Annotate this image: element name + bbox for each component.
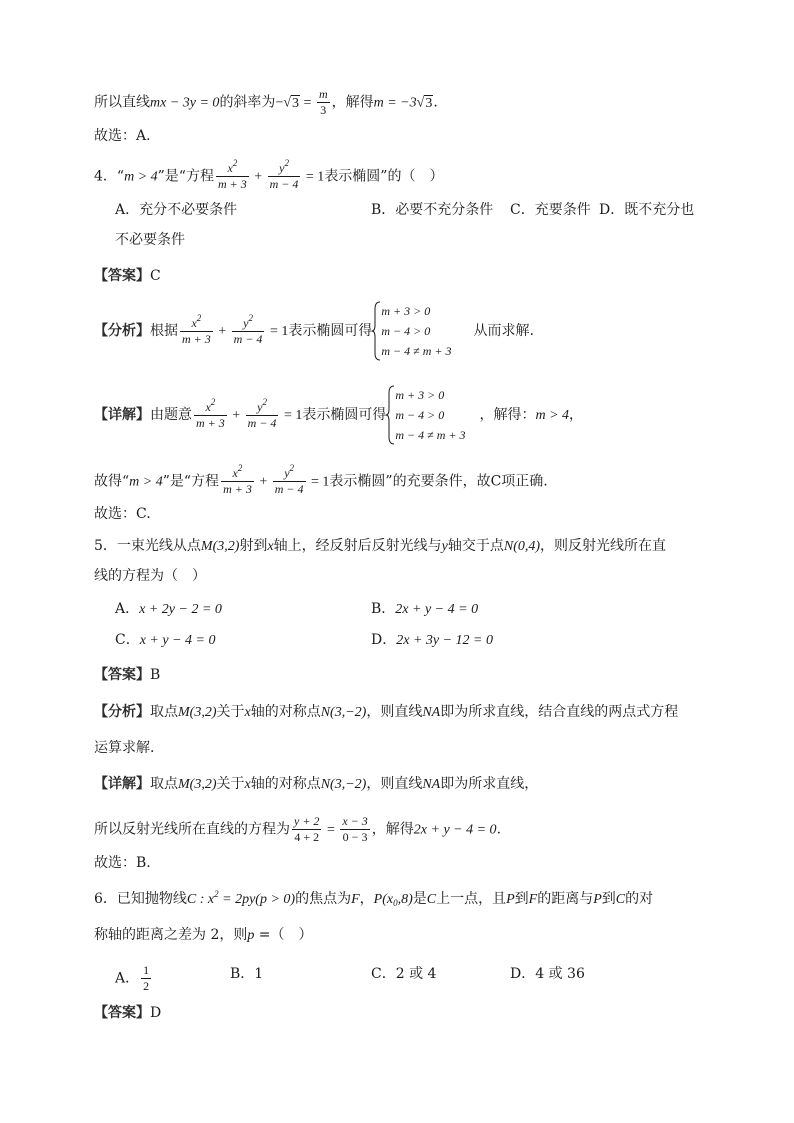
answer-tag: 【答案】 (94, 268, 150, 284)
text: 故得“ (94, 473, 130, 490)
option-a: A． $\frac{1}{2}$ (115, 963, 150, 993)
analysis-tag: 【分析】 (94, 323, 150, 339)
math: C : $x^2 = 2py(p > 0)$ (186, 889, 296, 907)
text: ”是“方程 (157, 168, 214, 185)
analysis-line (94, 702, 678, 723)
answer-line (94, 1003, 161, 1023)
answer-line (94, 665, 160, 685)
math: x (244, 777, 251, 792)
answer-value: B (150, 667, 161, 683)
fraction: $\frac{1}{2}$ (143, 963, 150, 993)
equation-system: m + 3 > 0 m − 4 > 0 m − 4 ≠ m + 3 (386, 385, 465, 445)
detail-tag: 【详解】 (94, 407, 150, 423)
math: + (214, 324, 230, 339)
fraction: $\frac{x^2}{m + 3}$ (217, 158, 247, 191)
analysis-line (94, 301, 534, 361)
answer-value: D (150, 1005, 162, 1021)
math: M(3,2) (178, 705, 217, 720)
text: 根据 (150, 323, 178, 339)
answer-line (94, 266, 161, 286)
fraction: $\frac{x^2}{m + 3}$ (196, 396, 225, 430)
option-d: D．4 或 36 (510, 966, 585, 982)
text: 是 (412, 891, 427, 907)
math: m > 4 (124, 169, 158, 185)
math: NA (422, 777, 441, 792)
text: 关于 (216, 704, 245, 720)
math: P (506, 892, 515, 907)
text: 关于 (216, 776, 245, 792)
text: 5．一束光线从点 (94, 538, 201, 554)
detail-line (94, 385, 583, 445)
analysis-line-cont: 运算求解. (94, 740, 155, 756)
math: + (228, 408, 244, 423)
math: p (247, 928, 255, 943)
option-d: D．2x + 3y − 12 = 0 (371, 632, 494, 648)
math: 3 (425, 95, 433, 111)
math: F (351, 892, 360, 907)
text: 取点 (150, 704, 178, 720)
fraction: $\frac{x^2}{m + 3}$ (223, 463, 252, 496)
math: x (267, 539, 274, 554)
text: ”是“方程 (162, 473, 220, 490)
text: 表示椭圆”的充要条件，故C项正确. (329, 473, 548, 490)
option-d: D．既不充分也 (599, 202, 695, 218)
text: 表示椭圆可得 (288, 323, 373, 339)
text: 的焦点为 (295, 891, 352, 907)
choice-line: 故选：C. (94, 506, 151, 522)
question-stem (94, 889, 653, 910)
math: m > 4 (535, 408, 570, 423)
math: C (615, 892, 626, 907)
math: C (426, 892, 437, 907)
option-c: C．2 或 4 (371, 966, 437, 982)
answer-value: C (150, 268, 161, 284)
math: = 1 (307, 474, 330, 490)
analysis-tag: 【分析】 (94, 704, 150, 720)
text: 4．“ (94, 168, 125, 185)
text: ，则反射光线所在直 (540, 538, 667, 554)
text: 到 (601, 891, 616, 907)
option-a: A．充分不必要条件 (115, 202, 238, 218)
answer-tag: 【答案】 (94, 1005, 150, 1021)
option-a: A．x + 2y − 2 = 0 (115, 601, 222, 617)
option-c: C．x + y − 4 = 0 (115, 632, 216, 648)
fraction: $\frac{y^2}{m - 4}$ (269, 158, 299, 191)
fraction: $\frac{y + 2}{4 + 2}$ (294, 814, 320, 844)
sqrt-symbol: √ (283, 95, 292, 111)
detail-line-cont (94, 814, 501, 845)
math: = 1 (266, 324, 289, 339)
math: P (593, 892, 602, 907)
fraction: $\frac{x - 3}{0 - 3}$ (342, 814, 368, 844)
math: NA (422, 705, 441, 720)
question-stem-cont (94, 925, 313, 946)
choice-line: 故选：B. (94, 855, 151, 871)
math: − (275, 95, 284, 111)
text: 射到 (239, 538, 268, 554)
text: 即为所求直线， (440, 776, 539, 792)
question-stem (94, 158, 444, 192)
question-stem (94, 536, 666, 557)
text: . (433, 94, 438, 111)
math: m > 4 (129, 474, 163, 490)
text: 轴的对称点 (250, 704, 321, 720)
text: 表示椭圆”的（ ） (324, 168, 444, 185)
text: 所以反射光线所在直线的方程为 (94, 821, 290, 838)
text: 所以直线 (94, 94, 150, 111)
fraction: $\frac{x^2}{m + 3}$ (182, 312, 211, 346)
math: + (255, 474, 271, 490)
math: 3 (292, 95, 300, 111)
math: = (300, 95, 315, 111)
text: 轴的对称点 (250, 776, 321, 792)
fraction: $\frac{m}{3}$ (318, 87, 328, 117)
text: 6．已知抛物线 (94, 891, 187, 907)
option-c: C．充要条件 (510, 202, 591, 218)
math: = 1 (302, 169, 325, 185)
math: M(3,2) (200, 539, 240, 554)
text: 到 (514, 891, 529, 907)
fraction: $\frac{y^2}{m - 4}$ (247, 396, 277, 430)
text: 的距离与 (537, 891, 594, 907)
text: 即为所求直线，结合直线的两点式方程 (440, 704, 679, 720)
text: 轴上，经反射后反射光线与 (273, 538, 442, 554)
option-b: B．必要不充分条件 (371, 202, 494, 218)
text: 称轴的距离之差为 2，则 (94, 927, 248, 943)
fraction: $\frac{y^2}{m - 4}$ (274, 463, 304, 496)
text: 表示椭圆可得 (302, 407, 387, 423)
choice-line: 故选：A. (94, 128, 151, 144)
detail-line (94, 774, 538, 795)
text: ，则直线 (366, 776, 423, 792)
solution-line (94, 87, 438, 118)
text: 由题意 (150, 407, 192, 423)
text: 的对 (625, 891, 654, 907)
math: 2x + y − 4 = 0 (413, 822, 497, 838)
math: M(3,2) (178, 777, 217, 792)
text: ， (359, 891, 374, 907)
option-b: B．1 (230, 966, 264, 982)
detail-tag: 【详解】 (94, 776, 150, 792)
math: = (323, 822, 339, 838)
text: =（ ） (254, 927, 313, 943)
math: x (244, 705, 251, 720)
text: ，则直线 (366, 704, 423, 720)
text: ， (569, 407, 584, 423)
text: 的斜率为 (219, 94, 276, 111)
text: 取点 (150, 776, 178, 792)
option-b: B．2x + y − 4 = 0 (371, 601, 479, 617)
text: 轴交于点 (447, 538, 504, 554)
math: mx − 3y = 0 (150, 95, 220, 111)
text: ，解得： (479, 407, 536, 423)
option-d-cont: 不必要条件 (115, 232, 185, 248)
question-stem-cont: 线的方程为（ ） (94, 568, 206, 584)
math: $P(x_0,8)$ (373, 892, 413, 908)
fraction: $\frac{y^2}{m - 4}$ (233, 312, 263, 346)
answer-tag: 【答案】 (94, 667, 150, 683)
math: m = −3 (373, 95, 417, 111)
equation-system: m + 3 > 0 m − 4 > 0 m − 4 ≠ m + 3 (372, 301, 451, 361)
text: 从而求解. (473, 323, 534, 339)
text: . (496, 821, 502, 838)
math: F (528, 892, 538, 907)
math: + (250, 169, 266, 185)
math: N(0,4) (503, 539, 541, 554)
sqrt-symbol: √ (416, 95, 425, 111)
conclusion-line (94, 463, 548, 497)
math: = 1 (280, 408, 303, 423)
math: y (441, 539, 448, 554)
text: 上一点，且 (436, 891, 507, 907)
math: N(3,−2) (320, 705, 367, 720)
text: ，解得 (331, 94, 374, 111)
math: N(3,−2) (320, 777, 367, 792)
text: ，解得 (371, 821, 414, 838)
